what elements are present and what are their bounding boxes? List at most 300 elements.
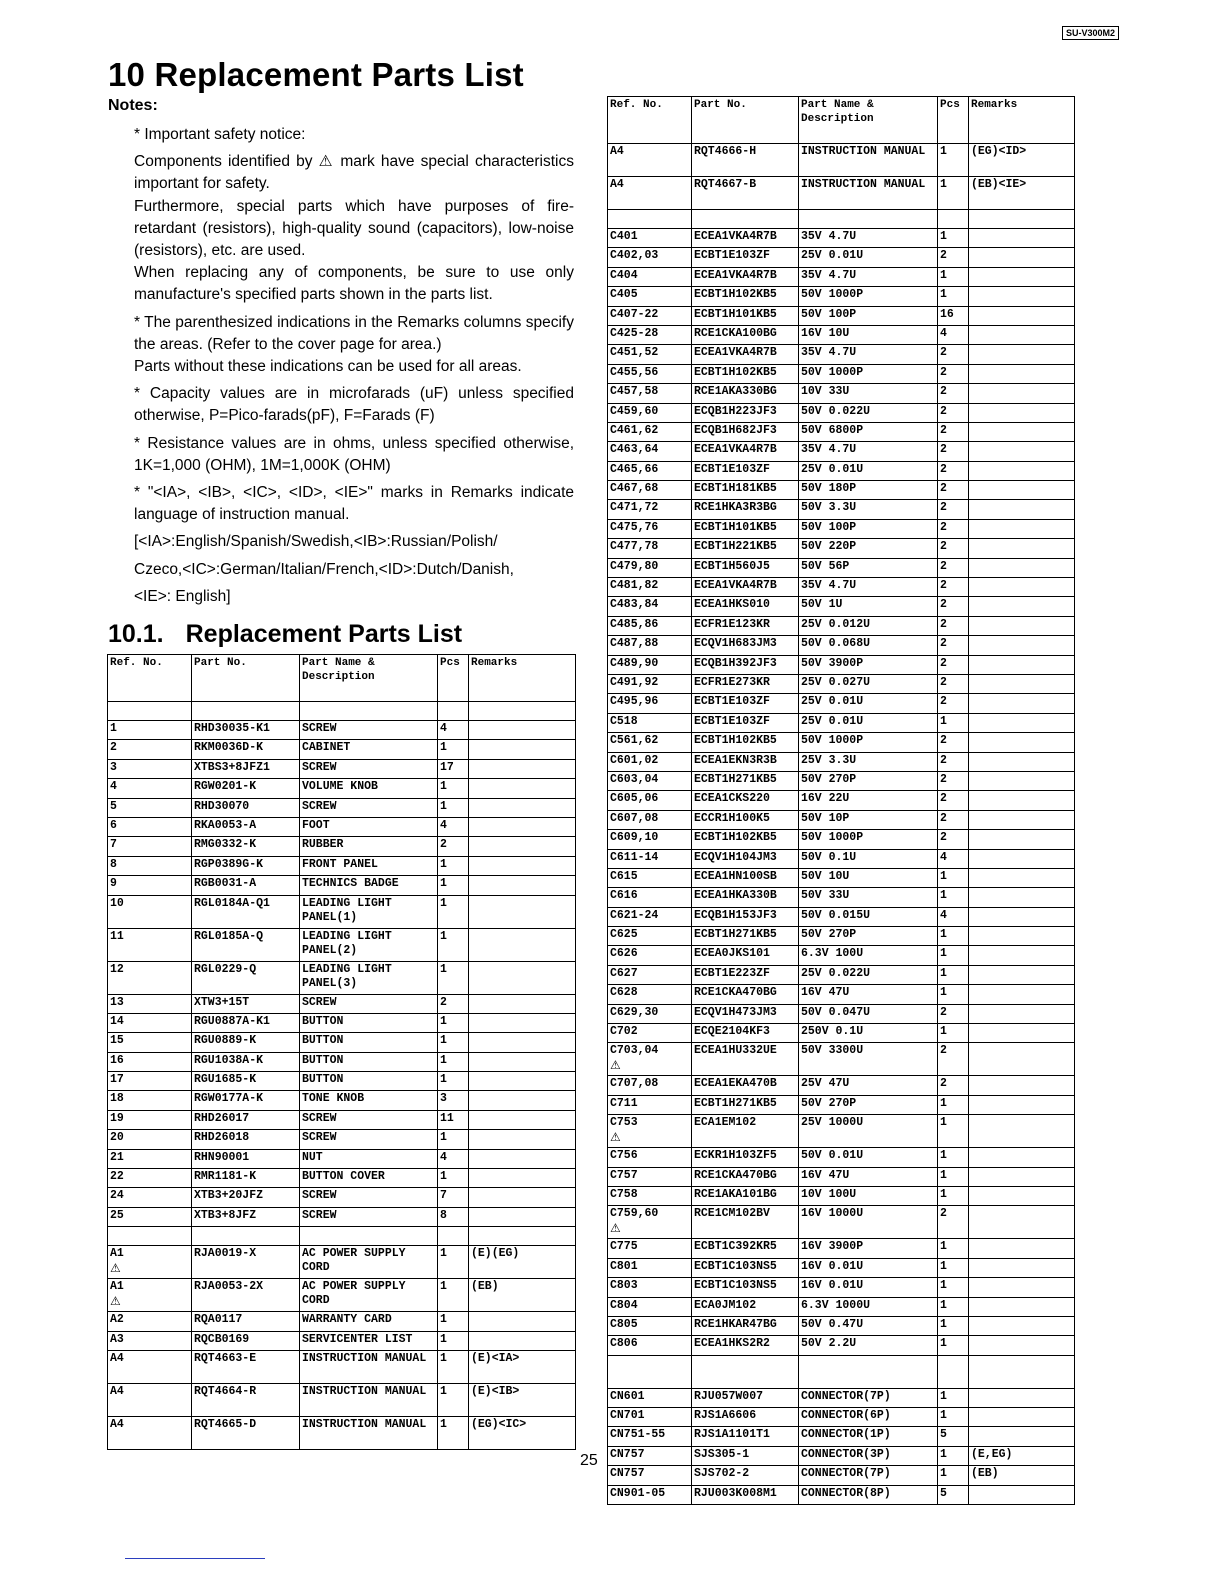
part-no-cell-text: ECBT1E103ZF [694,695,770,709]
part-name-cell [799,1095,938,1114]
pcs-cell-text: 2 [940,482,947,496]
pcs-cell-text: 2 [940,753,947,767]
table-row [608,422,1075,441]
part-no-cell [192,994,300,1013]
remarks-cell [969,481,1075,500]
part-name-cell [799,733,938,752]
part-name-cell-text: 16V 0.01U [801,1259,864,1273]
pcs-cell [438,740,469,759]
pcs-cell [938,733,969,752]
page-title: 10 Replacement Parts List [108,56,524,93]
part-no-cell [192,856,300,875]
table-row [608,1167,1075,1186]
part-name-cell-text: 50V 1000P [801,734,864,748]
ref-cell-text: 3 [110,760,117,774]
table-row [108,961,576,994]
part-no-cell [692,177,799,210]
ref-cell [608,771,692,790]
pcs-cell-text: 2 [940,249,947,263]
table-row [608,384,1075,403]
ref-cell-text: 9 [110,877,117,891]
pcs-cell-text: 1 [440,1280,447,1294]
part-no-cell-text: ECA0JM102 [694,1298,757,1312]
pcs-cell [938,1115,969,1148]
part-name-cell [300,740,438,759]
pcs-cell-text: 1 [940,928,947,942]
part-name-cell [300,759,438,778]
part-no-cell-text: ECEA1HN100SB [694,869,777,883]
table-row [608,1388,1075,1407]
part-name-cell [799,144,938,177]
part-no-cell-text: ECEA1VKA4R7B [694,268,777,282]
table-row [608,1148,1075,1167]
remarks-cell [469,1331,576,1350]
part-name-cell [300,1110,438,1129]
table-row [608,177,1075,210]
part-no-cell [192,1279,300,1312]
ref-cell-text: C425-28 [610,326,659,340]
remarks-cell [469,1130,576,1149]
pcs-cell-text: 1 [940,1409,947,1423]
table-row [608,500,1075,519]
remarks-cell [969,1466,1075,1485]
part-no-cell [692,1278,799,1297]
pcs-cell [938,384,969,403]
part-no-cell [692,1336,799,1355]
table-row [608,325,1075,344]
pcs-cell-text: 2 [940,579,947,593]
part-name-cell-text: 25V 0.022U [801,966,871,980]
part-name-cell-text: 50V 270P [801,928,857,942]
pcs-cell-text: 5 [940,1428,947,1442]
ref-cell [608,1115,692,1148]
remarks-cell-text: (E)(EG) [471,1247,520,1261]
ref-cell-text: C483,84 [610,598,659,612]
remarks-cell [969,177,1075,210]
pcs-cell-text: 1 [440,1014,447,1028]
part-name-cell [799,849,938,868]
remarks-cell [469,721,576,740]
part-no-cell [692,229,799,248]
pcs-cell [438,1416,469,1449]
ref-cell [608,1095,692,1114]
ref-cell [608,1239,692,1258]
part-name-cell-text: 10V 100U [801,1187,857,1201]
pcs-cell [938,1258,969,1277]
column-header-remarks: Remarks [469,655,576,702]
pcs-cell [938,519,969,538]
pcs-cell-text: 4 [940,908,947,922]
remarks-cell [469,1033,576,1052]
remarks-cell [969,1043,1075,1076]
part-name-cell [300,895,438,928]
ref-cell-text: C702 [610,1025,638,1039]
ref-cell-text: A4 [110,1417,124,1431]
ref-cell [608,597,692,616]
part-name-cell-text: 50V 0.015U [801,908,871,922]
part-no-cell-text: RJU057W007 [694,1389,764,1403]
pcs-cell-text: 1 [440,877,447,891]
pcs-cell [438,1013,469,1032]
ref-cell [108,721,192,740]
part-name-cell-text: AC POWER SUPPLY CORD [302,1280,406,1308]
ref-cell-text: C758 [610,1187,638,1201]
part-no-cell [192,1091,300,1110]
part-name-cell [799,345,938,364]
ref-cell-text: 1 [110,722,117,735]
part-no-cell-text: ECEA1EKN3R3B [694,753,777,767]
part-no-cell-text: XTW3+15T [194,995,250,1009]
table-spacer-row [108,1227,576,1246]
remarks-cell-text: (E,EG) [971,1447,1013,1461]
part-no-cell-text: ECFR1E273KR [694,675,770,689]
part-name-cell-text: 16V 0.01U [801,1279,864,1293]
remarks-cell [969,1355,1075,1388]
part-no-cell [192,1072,300,1091]
part-name-cell-text: 50V 100P [801,307,857,321]
part-name-cell [799,868,938,887]
pcs-cell-text: 1 [440,799,447,813]
part-name-cell-text: BUTTON [302,1034,344,1048]
table-row [108,994,576,1013]
ref-cell [108,1312,192,1331]
ref-cell [608,965,692,984]
remarks-cell [969,907,1075,926]
note-line: * Resistance values are in ohms, unless specified otherwise, 1K=1,000 (OHM), 1M=1,000K (OHM) [134,434,574,474]
pcs-cell [938,229,969,248]
remarks-cell [469,759,576,778]
pcs-cell [938,927,969,946]
part-name-cell-text: LEADING LIGHT PANEL(1) [302,896,392,924]
part-no-cell [692,1206,799,1239]
part-name-cell-text: 50V 0.1U [801,850,857,864]
ref-cell [608,306,692,325]
part-no-cell [692,907,799,926]
table-row [108,1013,576,1032]
remarks-cell [969,655,1075,674]
ref-cell [608,1004,692,1023]
part-no-cell [692,364,799,383]
pcs-cell [438,895,469,928]
ref-cell [608,733,692,752]
part-no-cell [692,1316,799,1335]
pcs-cell-text: 1 [440,1384,447,1398]
part-name-cell-text: SCREW [302,760,337,774]
part-name-cell [799,403,938,422]
part-no-cell [692,403,799,422]
part-no-cell [192,798,300,817]
part-name-cell-text: SCREW [302,1131,337,1145]
part-no-cell-text: ECEA1HU332UE [694,1044,777,1058]
part-no-cell [192,740,300,759]
remarks-cell [469,740,576,759]
remarks-cell [969,1024,1075,1043]
part-name-cell [799,597,938,616]
part-no-cell-text: XTBS3+8JFZ1 [194,760,270,774]
part-no-cell-text: ECEA1VKA4R7B [694,443,777,457]
ref-cell [108,759,192,778]
part-name-cell-text: CONNECTOR(1P) [801,1428,891,1442]
ref-cell [608,461,692,480]
part-name-cell [799,210,938,229]
part-no-cell [692,752,799,771]
pcs-cell [938,1316,969,1335]
remarks-cell [969,1258,1075,1277]
ref-cell [608,442,692,461]
table-row [108,798,576,817]
part-no-cell-text: RQT4666-H [694,145,757,158]
part-name-cell-text: TECHNICS BADGE [302,877,399,891]
pcs-cell-text: 1 [440,1170,447,1184]
part-no-cell-text: ECQE2104KF3 [694,1025,770,1039]
ref-cell [608,752,692,771]
part-no-cell-text: ECQV1H104JM3 [694,850,777,864]
pcs-cell-text: 1 [940,1298,947,1312]
ref-cell-text: C477,78 [610,540,659,554]
ref-cell-text: C465,66 [610,462,659,476]
pcs-cell [938,422,969,441]
table-row [608,1485,1075,1504]
part-name-cell [300,928,438,961]
table-row [608,1297,1075,1316]
remarks-cell [469,1383,576,1416]
ref-cell [108,1331,192,1350]
table-row [608,965,1075,984]
pcs-cell-text: 1 [940,288,947,302]
part-no-cell-text: ECBT1H560J5 [694,559,770,573]
safety-warning-icon: ⚠ [110,1261,121,1276]
part-name-cell [799,578,938,597]
ref-cell-text: C603,04 [610,772,659,786]
ref-cell-text: C451,52 [610,346,659,360]
part-no-cell [692,636,799,655]
ref-cell [108,1246,192,1279]
pcs-cell [438,1110,469,1129]
remarks-cell-text: (EB) [471,1280,499,1294]
ref-cell-text: C407-22 [610,307,659,321]
part-no-cell-text: ECEA1VKA4R7B [694,346,777,360]
pcs-cell [938,1278,969,1297]
table-row [608,1115,1075,1148]
pcs-cell-text: 2 [940,540,947,554]
part-no-cell [692,771,799,790]
part-name-cell [799,927,938,946]
remarks-cell [969,694,1075,713]
ref-cell-text: A2 [110,1313,124,1327]
part-name-cell [799,229,938,248]
pcs-cell-text: 2 [940,734,947,748]
table-row [108,721,576,740]
part-no-cell-text: RQA0117 [194,1313,243,1327]
ref-cell [108,1091,192,1110]
pcs-cell [938,1004,969,1023]
part-name-cell-text: 50V 270P [801,772,857,786]
pcs-cell-text: 1 [940,1337,947,1351]
part-name-cell [799,1278,938,1297]
ref-cell [108,895,192,928]
pcs-cell-text: 2 [940,559,947,573]
part-no-cell [692,1239,799,1258]
pcs-cell [438,1227,469,1246]
ref-cell [608,1186,692,1205]
pcs-cell-text: 2 [940,365,947,379]
ref-cell-text: CN757 [610,1447,645,1461]
ref-cell [608,655,692,674]
part-name-cell-text: 6.3V 100U [801,947,864,961]
table-row [608,481,1075,500]
part-name-cell-text: RUBBER [302,838,344,852]
ref-cell [608,345,692,364]
pcs-cell-text: 1 [940,1240,947,1254]
pcs-cell [438,1072,469,1091]
ref-cell-text: C757 [610,1168,638,1182]
pcs-cell [938,1336,969,1355]
pcs-cell-text: 2 [940,811,947,825]
ref-cell-text: C753 [610,1116,638,1130]
part-no-cell [192,1246,300,1279]
part-no-cell [192,817,300,836]
ref-cell [608,248,692,267]
table-row [608,810,1075,829]
pcs-cell-text: 1 [940,1168,947,1182]
pcs-cell [938,616,969,635]
section-title [108,620,462,649]
table-row [108,759,576,778]
part-name-cell-text: CONNECTOR(8P) [801,1486,891,1500]
remarks-cell [969,1388,1075,1407]
part-no-cell [692,1095,799,1114]
pcs-cell [438,928,469,961]
ref-cell-text: C626 [610,947,638,961]
safety-warning-icon: ⚠ [610,1058,621,1073]
part-no-cell-text: RMG0332-K [194,838,257,852]
ref-cell [608,267,692,286]
part-name-cell [799,636,938,655]
pcs-cell-text: 1 [440,741,447,755]
table-row [108,837,576,856]
part-no-cell-text: ECBT1H181KB5 [694,482,777,496]
part-no-cell-text: RCE1HKAR47BG [694,1317,777,1331]
part-no-cell-text: ECA1EM102 [694,1116,757,1130]
part-name-cell [799,364,938,383]
ref-cell [108,779,192,798]
part-no-cell-text: ECEA0JKS101 [694,947,770,961]
part-name-cell-text: 50V 56P [801,559,850,573]
table-row [608,771,1075,790]
table-row [608,733,1075,752]
pcs-cell-text: 5 [940,1486,947,1500]
table-row [608,694,1075,713]
part-no-cell-text: RCE1CM102BV [694,1207,770,1221]
part-no-cell-text: ECBT1C103NS5 [694,1279,777,1293]
part-no-cell [692,325,799,344]
part-name-cell [300,1091,438,1110]
column-header-part: Part No. [192,655,300,702]
part-name-cell-text: INSTRUCTION MANUAL [801,145,926,158]
ref-cell-text: 13 [110,995,124,1009]
part-name-cell [799,1466,938,1485]
pcs-cell-text: 2 [940,675,947,689]
table-row [608,1336,1075,1355]
column-header-remarks: Remarks [969,97,1075,144]
part-no-cell [192,895,300,928]
remarks-cell [469,1350,576,1383]
pcs-cell [938,345,969,364]
part-no-cell-text: ECBT1H102KB5 [694,831,777,845]
table-row [608,461,1075,480]
ref-cell-text: C467,68 [610,482,659,496]
ref-cell-text: C481,82 [610,579,659,593]
ref-cell [608,1408,692,1427]
ref-cell-text: C615 [610,869,638,883]
part-name-cell [799,1297,938,1316]
pcs-cell [938,655,969,674]
part-no-cell [692,1258,799,1277]
pcs-cell [938,325,969,344]
pcs-cell [938,1095,969,1114]
pcs-cell [438,1130,469,1149]
ref-cell [608,1206,692,1239]
part-name-cell [799,461,938,480]
part-name-cell-text: INSTRUCTION MANUAL [302,1384,427,1398]
part-name-cell [300,1052,438,1071]
ref-cell-text: C402,03 [610,249,659,263]
part-no-cell [692,287,799,306]
ref-cell [608,422,692,441]
part-no-cell [692,965,799,984]
part-no-cell-text: ECBT1C392KR5 [694,1240,777,1254]
part-no-cell-text: ECEA1HKS010 [694,598,770,612]
ref-cell-text: A4 [110,1384,124,1398]
pcs-cell [438,1169,469,1188]
part-name-cell-text: 16V 1000U [801,1207,864,1221]
ref-cell [608,888,692,907]
part-name-cell [300,721,438,740]
pcs-cell-text: 2 [440,838,447,852]
ref-cell [108,876,192,895]
ref-cell [608,1076,692,1095]
part-no-cell-text: ECQB1H682JF3 [694,423,777,437]
pcs-cell-text: 1 [440,962,447,976]
part-no-cell-text: ECQV1H683JM3 [694,637,777,651]
pcs-cell [438,837,469,856]
note-line: * "<IA>, <IB>, <IC>, <ID>, <IE>" marks in Remarks indicate language of instruction manual. [134,484,574,524]
ref-cell [608,674,692,693]
part-name-cell-text: FOOT [302,818,330,832]
pcs-cell-text: 1 [940,1025,947,1039]
part-name-cell [300,1207,438,1226]
pcs-cell-text: 4 [440,1150,447,1164]
ref-cell-text: A1 [110,1280,124,1294]
ref-cell [108,817,192,836]
ref-cell-text: CN701 [610,1409,645,1423]
table-row [608,1186,1075,1205]
part-no-cell [692,946,799,965]
part-name-cell [300,1072,438,1091]
part-no-cell [192,876,300,895]
pcs-cell [438,876,469,895]
remarks-cell [969,461,1075,480]
remarks-cell [969,1336,1075,1355]
ref-cell-text: C457,58 [610,385,659,399]
part-name-cell [799,1258,938,1277]
ref-cell-text: 22 [110,1170,124,1184]
ref-cell [608,1336,692,1355]
remarks-cell-text: (EG)<ID> [971,145,1027,158]
pcs-cell [438,1207,469,1226]
part-name-cell [799,985,938,1004]
ref-cell-text: C775 [610,1240,638,1254]
